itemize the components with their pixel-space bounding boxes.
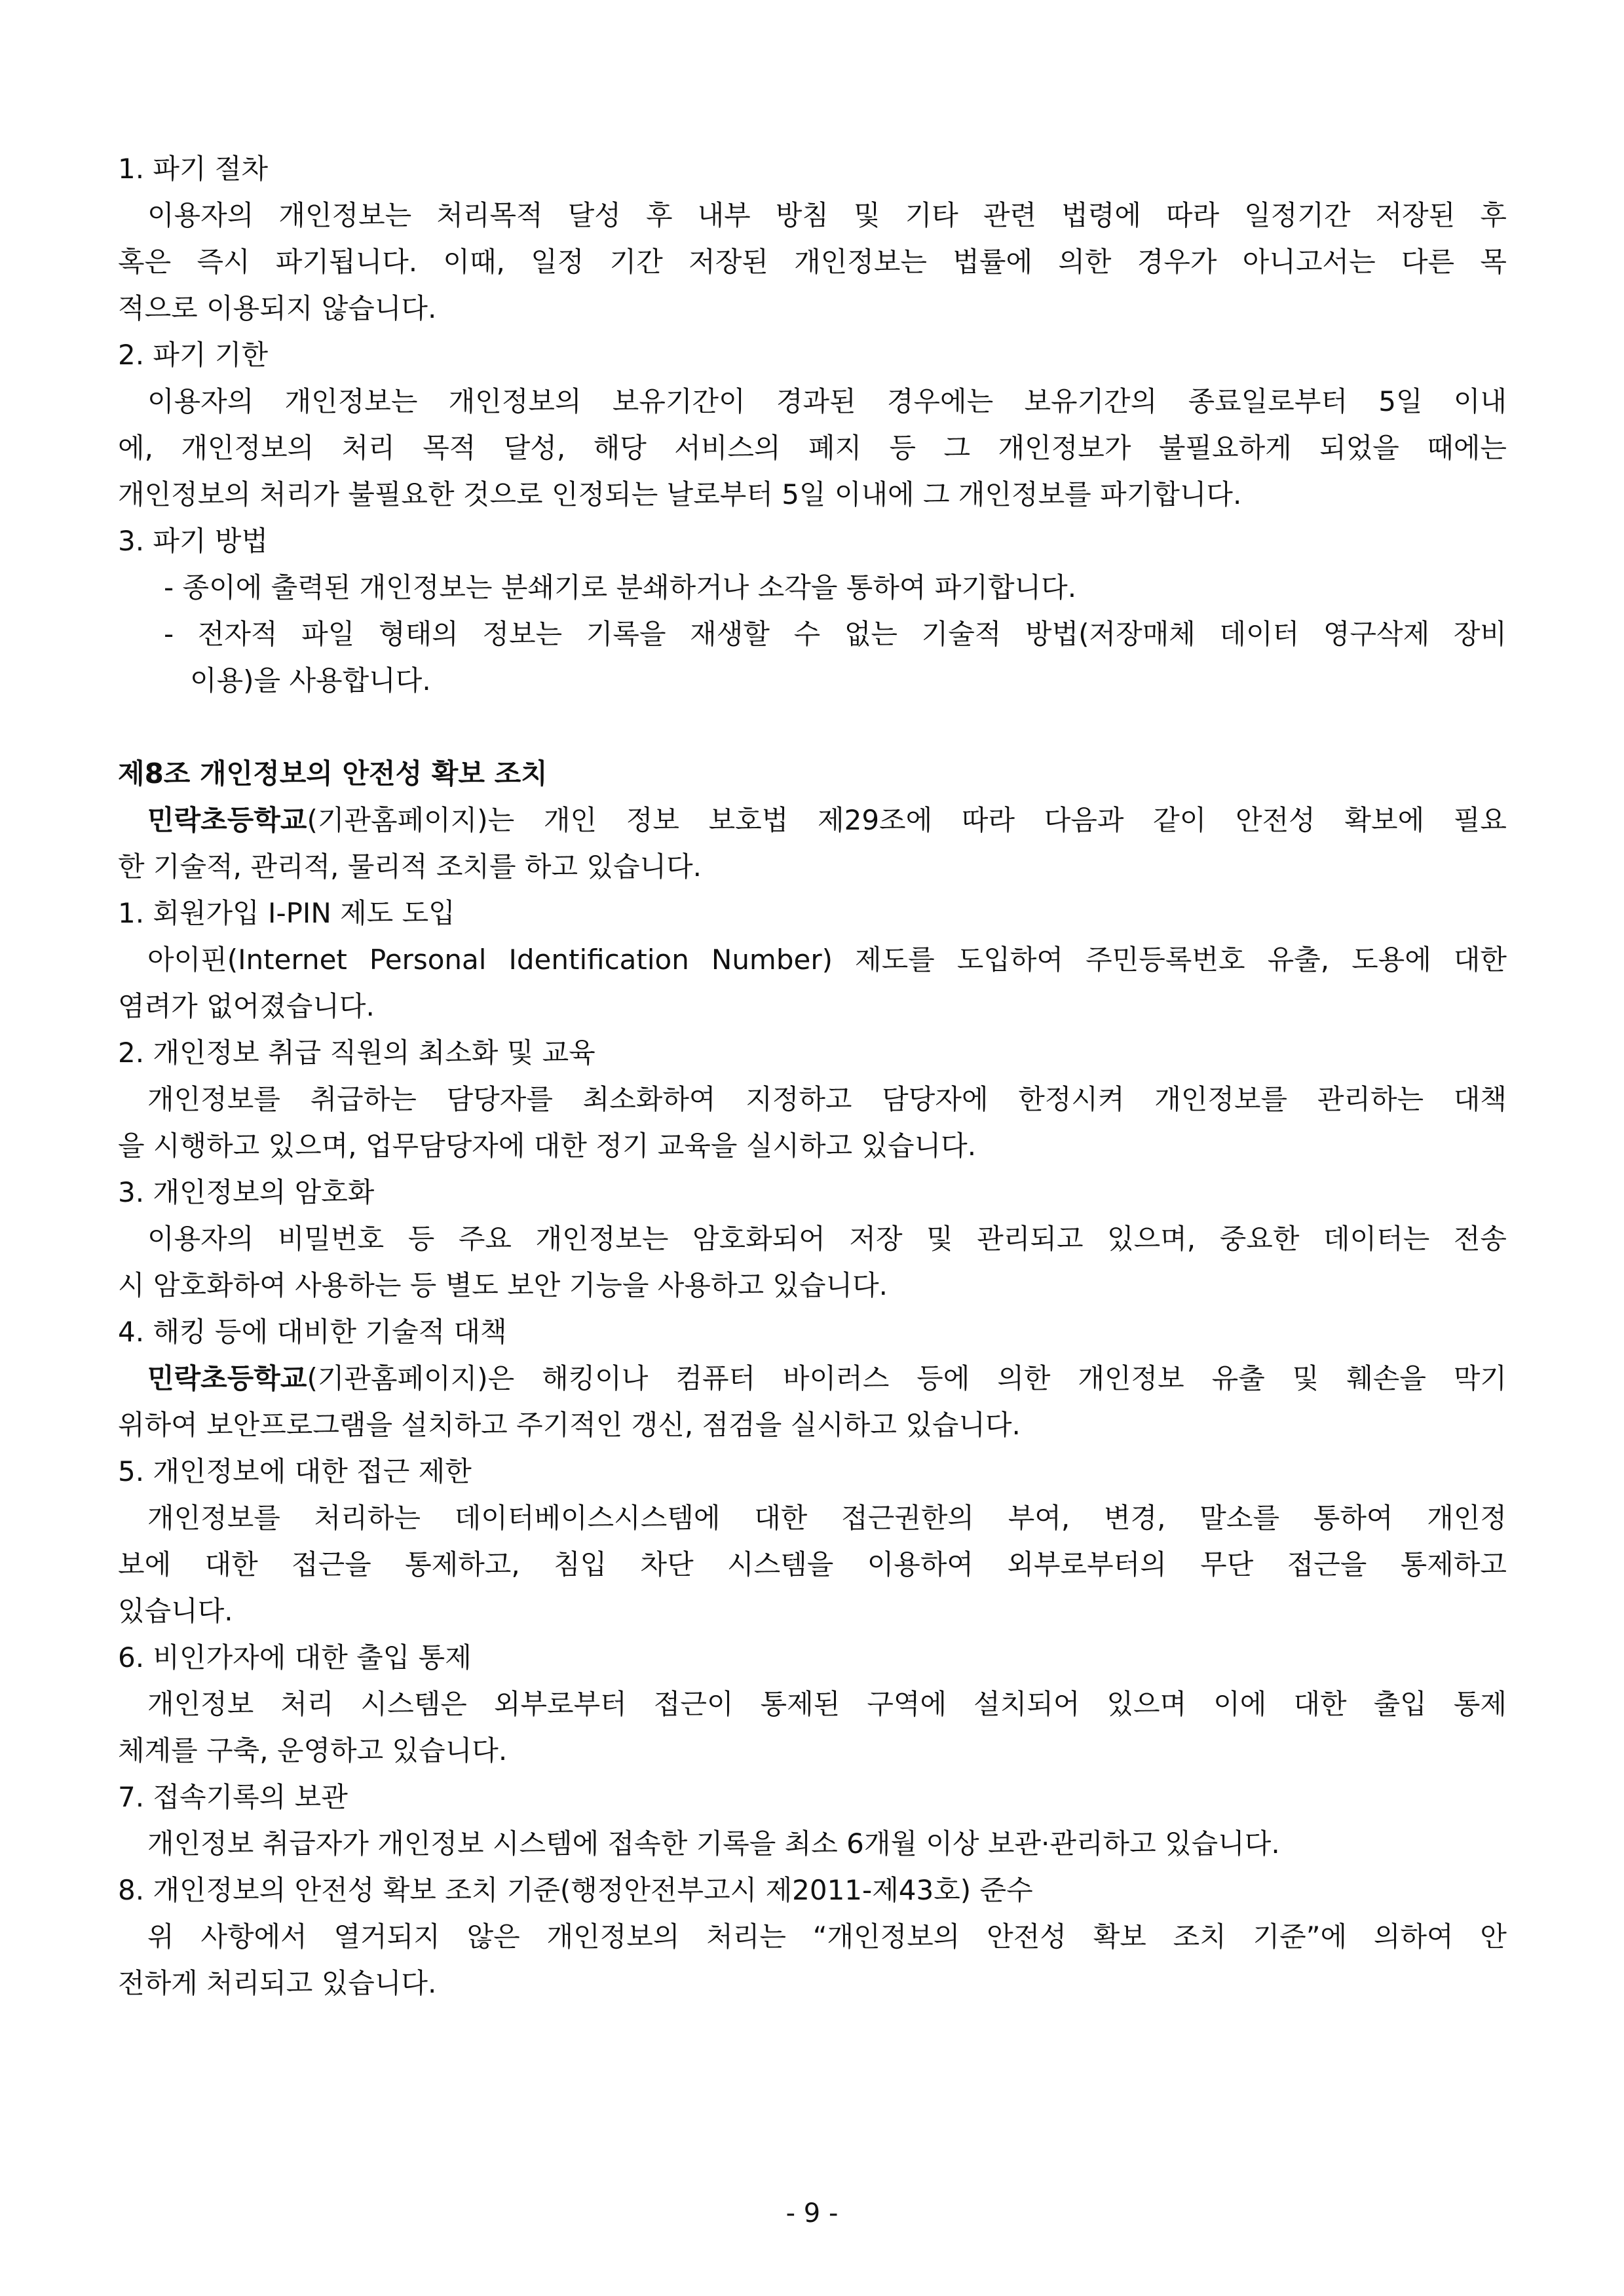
- measure7-heading: 7. 접속기록의 보관: [118, 1781, 348, 1813]
- paragraph-line: 체계를 구축, 운영하고 있습니다.: [118, 1734, 508, 1767]
- paragraph-line: 개인정보 처리 시스템은 외부로부터 접근이 통제된 구역에 설치되어 있으며 이에 대한 출입 통제: [147, 1688, 1507, 1720]
- paragraph-line: [118, 797, 1507, 843]
- paragraph-line: 개인정보의 처리가 불필요한 것으로 인정되는 날로부터 5일 이내에 그 개인정보를 파기합니다.: [118, 478, 1242, 510]
- article-title: 제8조 개인정보의 안전성 확보 조치: [118, 757, 548, 790]
- paragraph-line: 염려가 없어졌습니다.: [118, 990, 375, 1022]
- paragraph-line: 시 암호화하여 사용하는 등 별도 보안 기능을 사용하고 있습니다.: [118, 1269, 888, 1301]
- measure4-heading: 4. 해킹 등에 대비한 기술적 대책: [118, 1316, 507, 1348]
- item1-heading: 1. 파기 절차: [118, 153, 269, 185]
- section-spacer: [118, 704, 1507, 750]
- measure2-heading: 2. 개인정보 취급 직원의 최소화 및 교육: [118, 1037, 595, 1069]
- page-number: - 9 -: [785, 2198, 839, 2229]
- paragraph-text: (기관홈페이지)는 개인 정보 보호법 제29조에 따라 다음과 같이 안전성 확보에 필요: [307, 804, 1507, 836]
- paragraph-line: 한 기술적, 관리적, 물리적 조치를 하고 있습니다.: [118, 851, 702, 883]
- bullet-item-continuation: 이용)을 사용합니다.: [190, 664, 431, 697]
- measure8-heading: 8. 개인정보의 안전성 확보 조치 기준(행정안전부고시 제2011-제43호) 준수: [118, 1874, 1033, 1906]
- bullet-item: - 전자적 파일 형태의 정보는 기록을 재생할 수 없는 기술적 방법(저장매체 데이터 영구삭제 장비: [164, 618, 1507, 650]
- paragraph-line: 전하게 처리되고 있습니다.: [118, 1967, 437, 1999]
- paragraph-line: 에, 개인정보의 처리 목적 달성, 해당 서비스의 폐지 등 그 개인정보가 불필요하게 되었을 때에는: [118, 432, 1507, 464]
- paragraph-line: 이용자의 개인정보는 처리목적 달성 후 내부 방침 및 기타 관련 법령에 따라 일정기간 저장된 후: [147, 199, 1507, 231]
- organization-name: 민락초등학교: [147, 804, 307, 836]
- organization-name: 민락초등학교: [147, 1362, 307, 1394]
- paragraph-line: 혹은 즉시 파기됩니다. 이때, 일정 기간 저장된 개인정보는 법률에 의한 경우가 아니고서는 다른 목: [118, 246, 1507, 278]
- paragraph-line: 개인정보를 처리하는 데이터베이스시스템에 대한 접근권한의 부여, 변경, 말소를 통하여 개인정: [147, 1502, 1507, 1534]
- measure3-heading: 3. 개인정보의 암호화: [118, 1176, 375, 1208]
- paragraph-line: 위 사항에서 열거되지 않은 개인정보의 처리는 “개인정보의 안전성 확보 조치 기준”에 의하여 안: [147, 1921, 1507, 1953]
- paragraph-line: 아이핀(Internet Personal Identification Number) 제도를 도입하여 주민등록번호 유출, 도용에 대한: [147, 944, 1507, 976]
- paragraph-line: 개인정보를 취급하는 담당자를 최소화하여 지정하고 담당자에 한정시켜 개인정보를 관리하는 대책: [147, 1083, 1507, 1115]
- paragraph-line: [118, 1355, 1507, 1402]
- paragraph-line: 위하여 보안프로그램을 설치하고 주기적인 갱신, 점검을 실시하고 있습니다.: [118, 1409, 1021, 1441]
- paragraph-line: 있습니다.: [118, 1595, 233, 1627]
- measure1-heading: 1. 회원가입 I-PIN 제도 도입: [118, 897, 455, 929]
- paragraph-line: 을 시행하고 있으며, 업무담당자에 대한 정기 교육을 실시하고 있습니다.: [118, 1130, 977, 1162]
- measure5-heading: 5. 개인정보에 대한 접근 제한: [118, 1455, 472, 1487]
- document-page: [118, 145, 1507, 2006]
- paragraph-line: 개인정보 취급자가 개인정보 시스템에 접속한 기록을 최소 6개월 이상 보관·관리하고 있습니다.: [147, 1827, 1280, 1860]
- paragraph-line: 보에 대한 접근을 통제하고, 침입 차단 시스템을 이용하여 외부로부터의 무단 접근을 통제하고: [118, 1548, 1507, 1580]
- paragraph-line: 이용자의 비밀번호 등 주요 개인정보는 암호화되어 저장 및 관리되고 있으며, 중요한 데이터는 전송: [147, 1223, 1507, 1255]
- item3-heading: 3. 파기 방법: [118, 525, 269, 557]
- paragraph-text: (기관홈페이지)은 해킹이나 컴퓨터 바이러스 등에 의한 개인정보 유출 및 훼손을 막기: [307, 1362, 1507, 1394]
- bullet-item: - 종이에 출력된 개인정보는 분쇄기로 분쇄하거나 소각을 통하여 파기합니다.: [164, 571, 1077, 603]
- paragraph-line: 이용자의 개인정보는 개인정보의 보유기간이 경과된 경우에는 보유기간의 종료일로부터 5일 이내: [147, 385, 1507, 417]
- paragraph-line: 적으로 이용되지 않습니다.: [118, 292, 437, 324]
- item2-heading: 2. 파기 기한: [118, 339, 269, 371]
- measure6-heading: 6. 비인가자에 대한 출입 통제: [118, 1641, 472, 1674]
